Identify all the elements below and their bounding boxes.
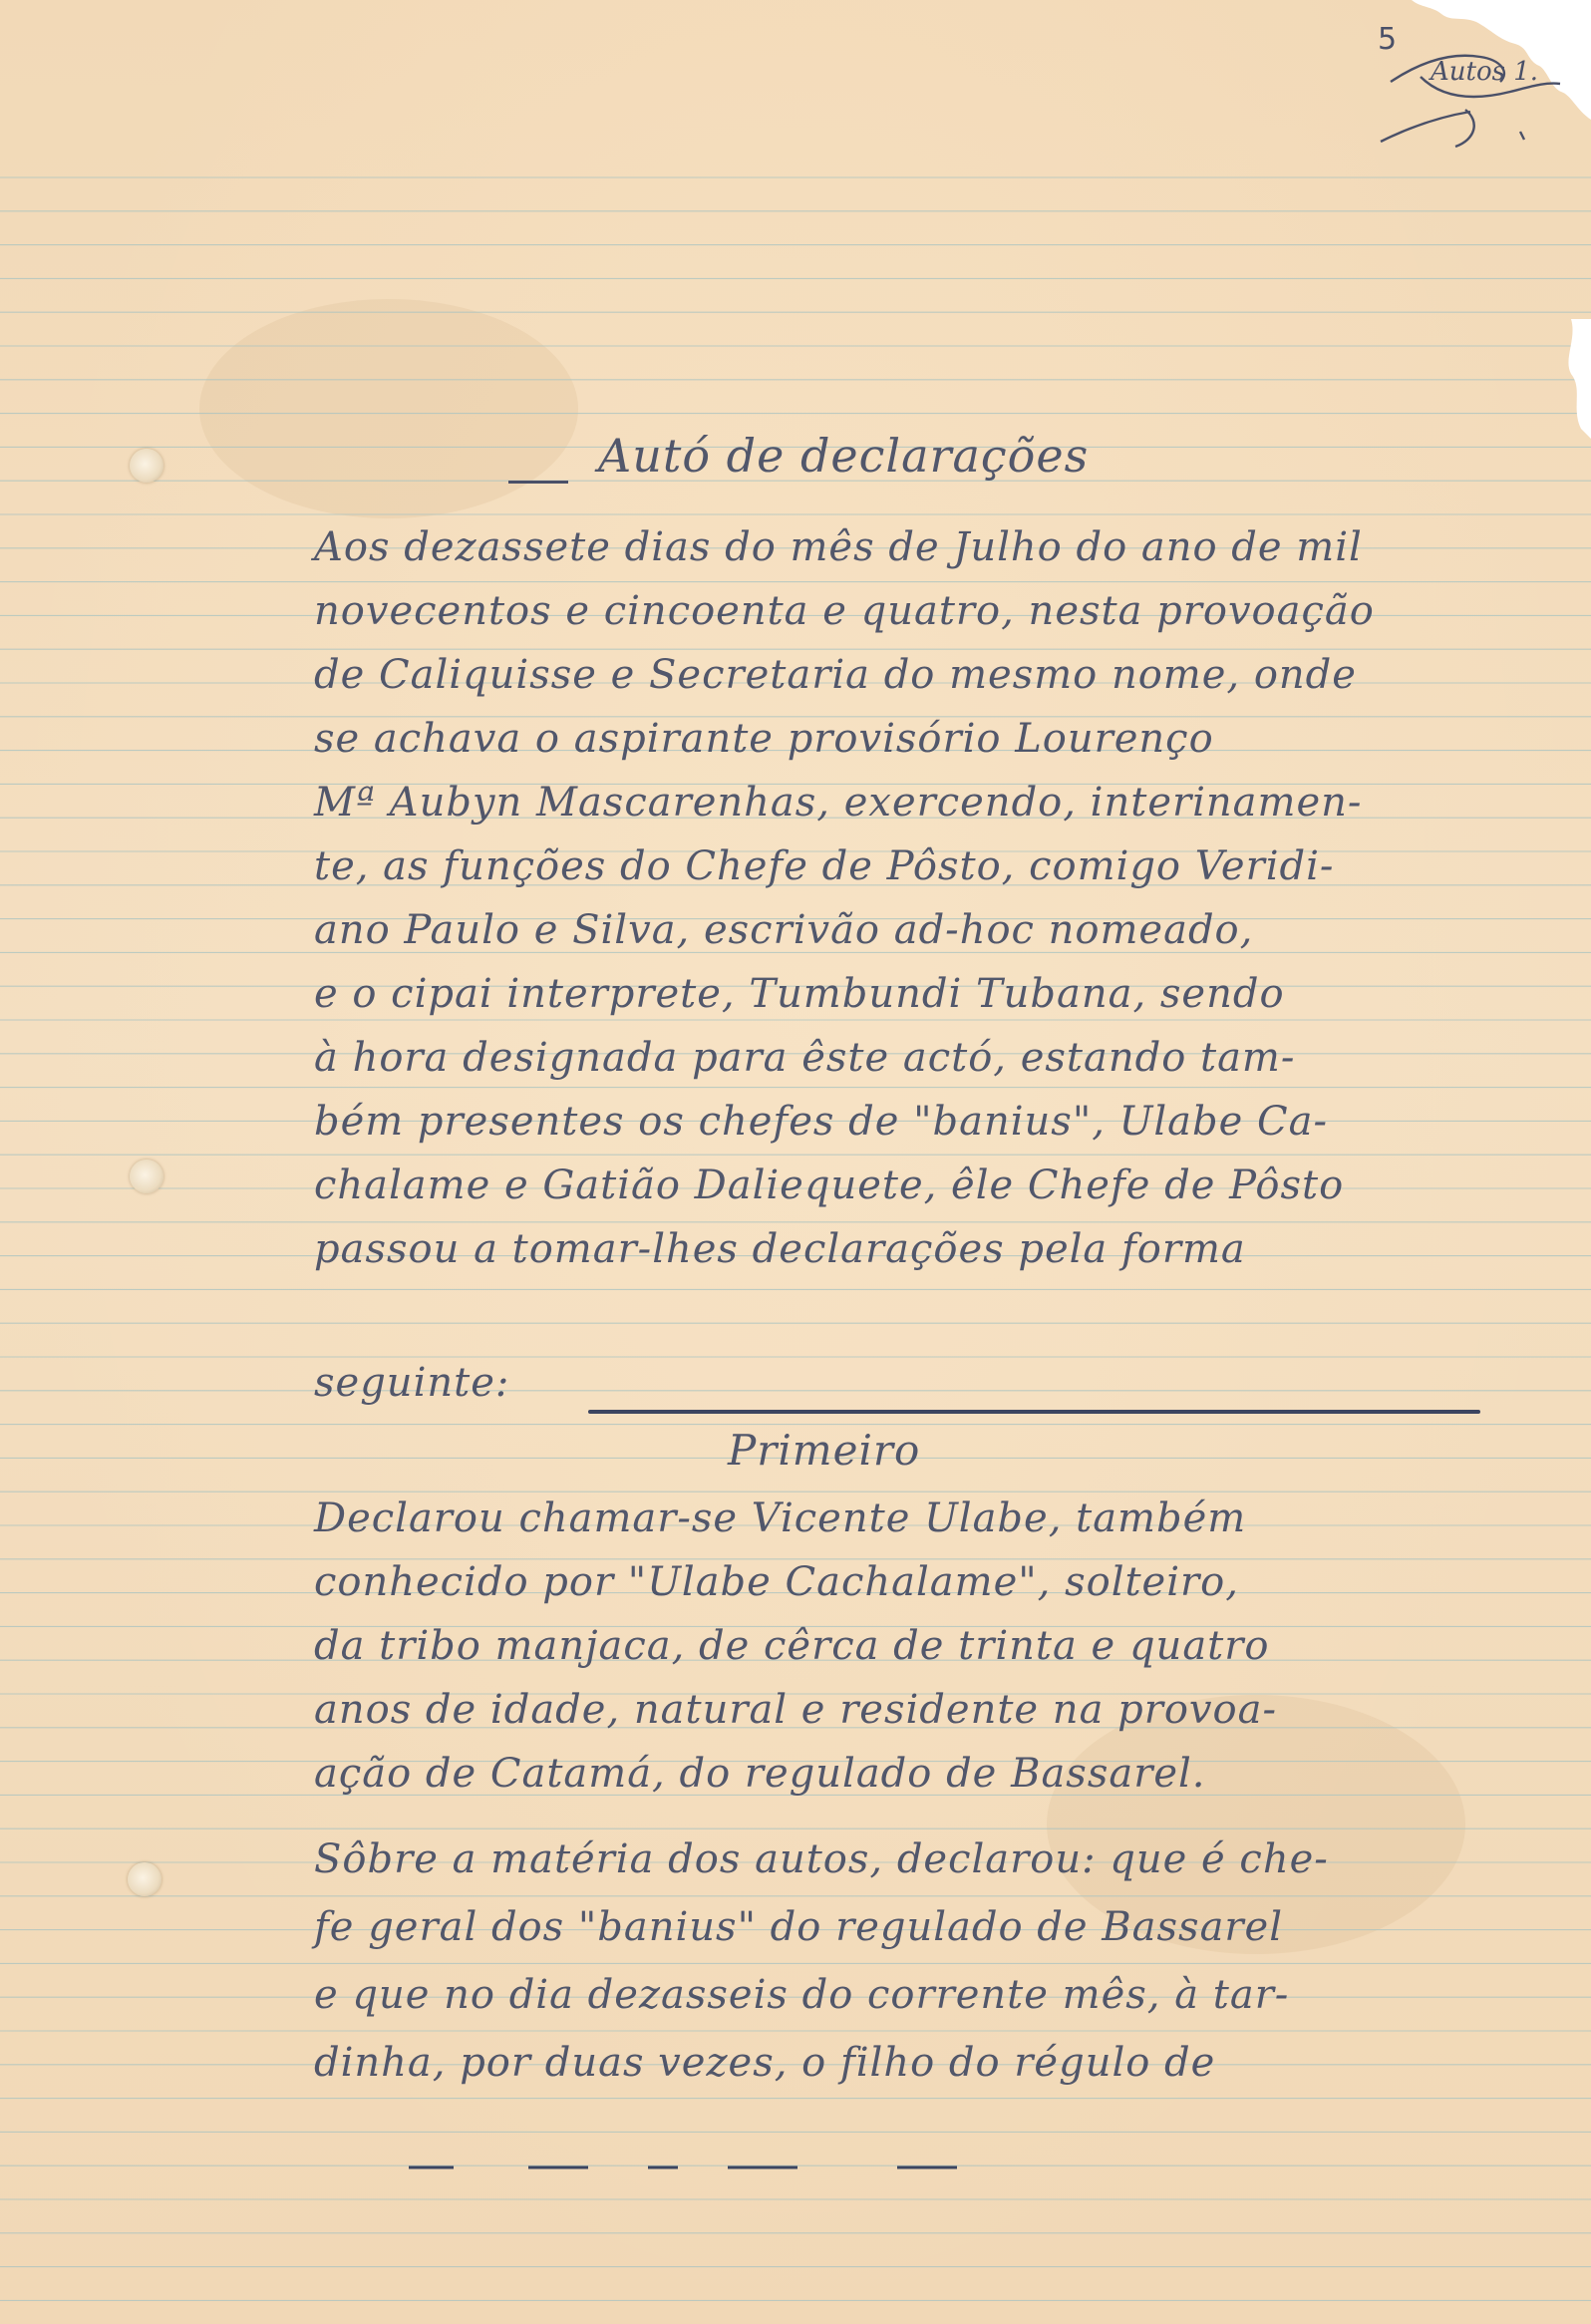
margin-note-signature [1361,22,1580,171]
torn-edge-right [1272,319,1591,439]
end-dashes [399,2161,997,2173]
statement-line: ação de Catamá, do regulado de Bassarel. [314,1751,1206,1797]
binder-hole [130,449,163,483]
statement-line: Declarou chamar-se Vicente Ulabe, também [314,1495,1247,1541]
intro-line: seguinte: [314,1360,510,1406]
intro-line: passou a tomar-lhes declarações pela forma [314,1226,1246,1272]
intro-line: de Caliquisse e Secretaria do mesmo nome, onde [314,652,1357,698]
title-dash [508,481,568,484]
intro-line: chalame e Gatião Daliequete, êle Chefe de Pôsto [314,1162,1345,1208]
page-number: 5 [1378,22,1398,57]
document-title: Autó de declarações [598,429,1090,483]
intro-line: te, as funções do Chefe de Pôsto, comigo Veridi- [314,843,1335,889]
svg-text:Autos 1.: Autos 1. [1431,57,1539,87]
statement-line: conhecido por "Ulabe Cachalame", solteiro, [314,1559,1239,1605]
binder-hole [130,1160,163,1193]
closing-rule [588,1410,1480,1414]
intro-line: Aos dezassete dias do mês de Julho do ano de mil [314,524,1363,570]
intro-line: à hora designada para êste actó, estando tam- [314,1035,1296,1081]
section-heading: Primeiro [728,1426,921,1475]
intro-line: ano Paulo e Silva, escrivão ad-hoc nomeado, [314,907,1254,953]
statement-line: Sôbre a matéria dos autos, declarou: que é che- [314,1836,1329,1882]
statement-line: e que no dia dezasseis do corrente mês, à tar- [314,1972,1290,2018]
statement-line: da tribo manjaca, de cêrca de trinta e quatro [314,1623,1270,1669]
intro-line: e o cipai interprete, Tumbundi Tubana, sendo [314,971,1285,1017]
intro-line: se achava o aspirante provisório Lourenço [314,716,1214,762]
intro-line: novecentos e cincoenta e quatro, nesta provoação [314,588,1375,634]
binder-hole [128,1862,161,1896]
intro-line: bém presentes os chefes de "banius", Ulabe Ca- [314,1099,1328,1145]
intro-line: Mª Aubyn Mascarenhas, exercendo, interinamen- [314,780,1363,826]
statement-line: dinha, por duas vezes, o filho do régulo de [314,2040,1216,2086]
statement-line: anos de idade, natural e residente na provoa- [314,1687,1277,1733]
statement-line: fe geral dos "banius" do regulado de Bassarel [314,1904,1284,1950]
